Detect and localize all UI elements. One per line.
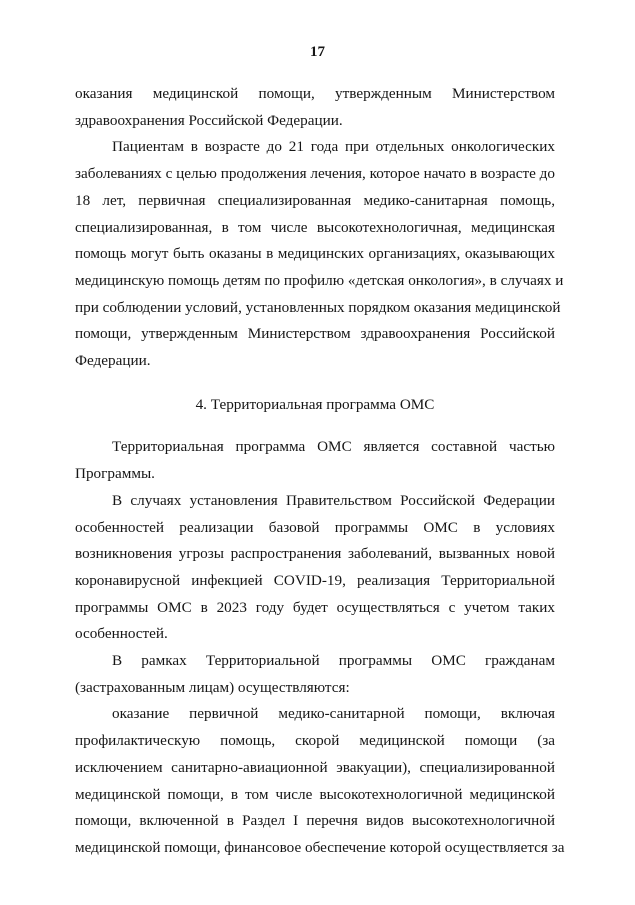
text-line: исключением санитарно-авиационной эвакуации), специализированной xyxy=(75,758,555,776)
text-line: В рамках Территориальной программы ОМС гражданам xyxy=(112,652,555,670)
text-line: В случаях установления Правительством Российской Федерации xyxy=(112,491,555,509)
text-line: оказания медицинской помощи, утвержденным Министерством xyxy=(75,85,555,102)
text-line: при соблюдении условий, установленных порядком оказания медицинской xyxy=(75,298,561,316)
text-line: Территориальная программа ОМС является составной частью xyxy=(112,438,555,456)
text-line: особенностей. xyxy=(75,625,168,643)
page-number: 17 xyxy=(310,44,325,60)
text-line: профилактическую помощь, скорой медицинской помощи (за xyxy=(75,732,555,750)
document-body xyxy=(75,81,565,862)
text-line: медицинской помощи, в том числе высокотехнологичной медицинской xyxy=(75,785,555,803)
text-line: медицинской помощи, финансовое обеспечение которой осуществляется за xyxy=(75,838,565,856)
text-line: программы ОМС в 2023 году будет осуществляться с учетом таких xyxy=(75,598,555,616)
text-line: особенностей реализации базовой программы ОМС в условиях xyxy=(75,518,555,536)
text-line: 18 лет, первичная специализированная медико-санитарная помощь, xyxy=(75,191,555,209)
text-line: помощь могут быть оказаны в медицинских организациях, оказывающих xyxy=(75,245,555,263)
text-line: медицинскую помощь детям по профилю «детская онкология», в случаях и xyxy=(75,271,564,289)
text-line: коронавирусной инфекцией COVID-19, реализация Территориальной xyxy=(75,571,555,589)
text-line: Программы. xyxy=(75,465,155,483)
text-line: (застрахованным лицам) осуществляются: xyxy=(75,678,350,696)
text-line: помощи, включенной в Раздел I перечня видов высокотехнологичной xyxy=(75,812,555,830)
text-line: Федерации. xyxy=(75,352,151,370)
text-line: оказание первичной медико-санитарной помощи, включая xyxy=(112,705,555,723)
text-line: специализированная, в том числе высокотехнологичная, медицинская xyxy=(75,218,555,236)
section-heading: 4. Территориальная программа ОМС xyxy=(195,395,435,413)
text-line: здравоохранения Российской Федерации. xyxy=(75,111,343,129)
text-line: Пациентам в возрасте до 21 года при отдельных онкологических xyxy=(112,138,555,156)
text-line: возникновения угрозы распространения заболеваний, вызванных новой xyxy=(75,545,555,563)
text-line: помощи, утвержденным Министерством здравоохранения Российской xyxy=(75,325,555,343)
text-line: заболеваниях с целью продолжения лечения, которое начато в возрасте до xyxy=(75,165,555,183)
